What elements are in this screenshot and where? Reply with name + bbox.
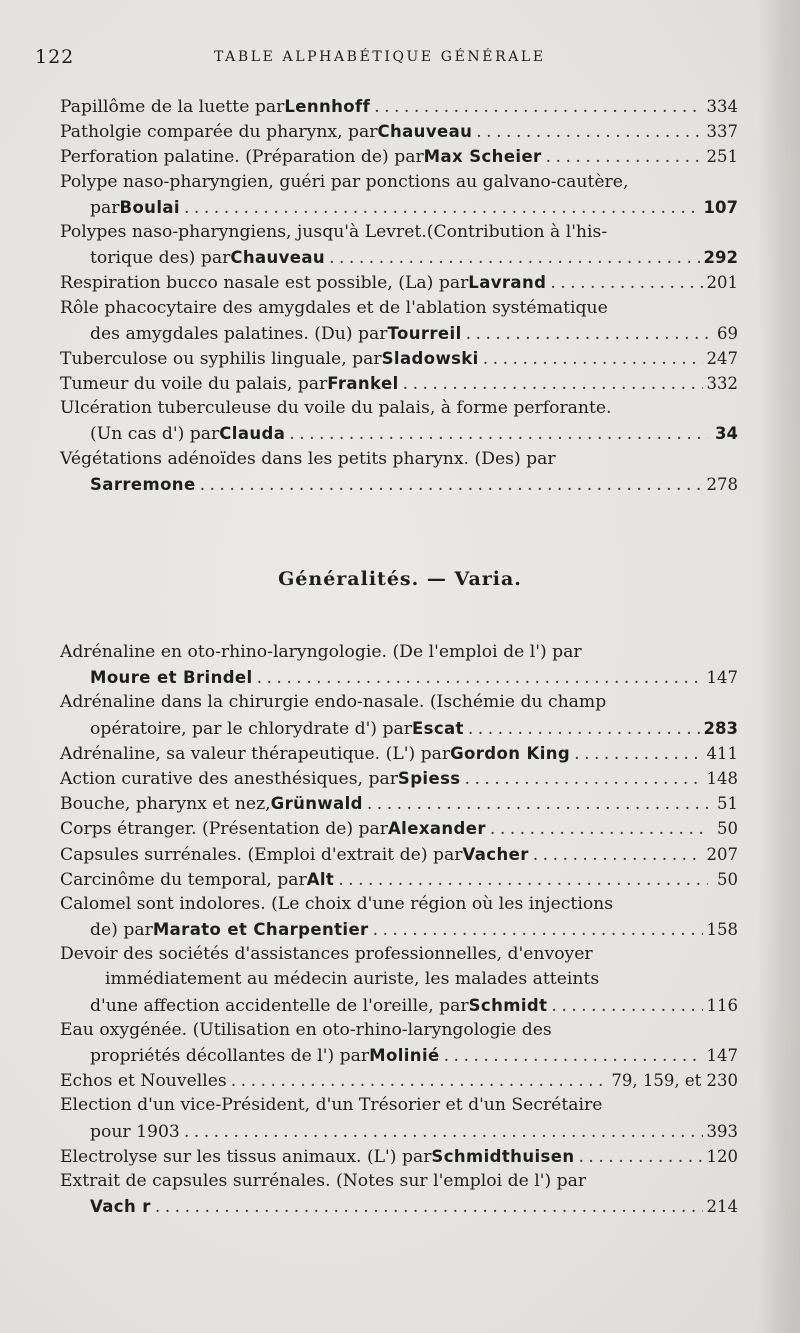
entry-title: par — [90, 197, 120, 218]
index-entry-line — [60, 816, 738, 841]
entry-author: Moure et Brindel — [90, 668, 253, 688]
entry-title: torique des) par — [90, 248, 231, 269]
entry-author: Schmidthuisen — [431, 1146, 575, 1166]
entry-title: Adrénaline en oto-rhino-laryngologie. (De l'emploi de l') par — [60, 642, 582, 662]
index-entry-line — [60, 640, 738, 665]
index-entry-line — [60, 245, 738, 270]
dot-leader — [579, 1145, 703, 1170]
entry-page-number: 332 — [706, 374, 738, 394]
index-entry-line — [60, 892, 738, 917]
dot-leader — [476, 120, 702, 145]
entry-page-number: 411 — [706, 743, 738, 763]
dot-leader — [373, 918, 703, 943]
entry-page-number: 51 — [717, 794, 738, 814]
entry-page-number: 69 — [717, 323, 738, 343]
entry-page-number: 393 — [706, 1121, 738, 1141]
entry-title: pour 1903 — [90, 1121, 180, 1142]
entry-page-number: 147 — [706, 1046, 738, 1065]
index-entry-line — [60, 346, 738, 371]
entry-title: Ulcération tuberculeuse du voile du palais, à forme perforante. — [60, 398, 612, 419]
index-entry-line — [60, 1169, 738, 1194]
entry-title: opératoire, par le chlorydrate d') par — [90, 718, 412, 739]
entry-page-number: 283 — [703, 718, 738, 738]
entry-page-number: 278 — [706, 474, 738, 494]
dot-leader — [257, 666, 703, 691]
dot-leader — [466, 322, 708, 347]
index-entry-line — [60, 993, 738, 1018]
index-entry-line — [60, 842, 738, 867]
dot-leader — [533, 843, 703, 868]
entry-title: Tuberculose ou syphilis linguale, par — [60, 348, 382, 369]
index-entry-line — [60, 665, 738, 690]
dot-leader — [155, 1195, 703, 1220]
entry-page-number: 147 — [706, 668, 738, 688]
index-entry-line — [60, 94, 738, 119]
entry-author: Frankel — [327, 374, 399, 394]
entry-title: Végétations adénoïdes dans les petits pharynx. (Des) par — [60, 448, 556, 469]
index-entry-line — [60, 791, 738, 816]
dot-leader — [200, 473, 703, 498]
entry-title: propriétés décollantes de l') par — [90, 1046, 370, 1066]
entry-author: Sarremone — [90, 474, 196, 494]
entry-title: Capsules surrénales. (Emploi d'extrait de) par — [60, 844, 463, 865]
dot-leader — [551, 994, 702, 1019]
entry-author: Max Scheier — [423, 147, 542, 167]
index-entry-line — [60, 144, 738, 169]
index-entry-line — [60, 1119, 738, 1144]
dot-leader — [490, 817, 708, 842]
index-entry-line — [60, 942, 738, 967]
entry-page-number: 50 — [717, 819, 738, 839]
entry-title: Polypes naso-pharyngiens, jusqu'à Levret.(Contribution à l'his- — [60, 221, 608, 242]
entry-author: Marato et Charpentier — [152, 920, 369, 940]
entry-author: Molinié — [369, 1046, 440, 1065]
dot-leader — [444, 1044, 703, 1069]
index-entry-line — [60, 195, 738, 220]
index-entry-line — [60, 1144, 738, 1169]
index-entry-line — [60, 917, 738, 942]
dot-leader — [465, 767, 703, 792]
dot-leader — [574, 742, 702, 767]
entry-author: Chauveau — [230, 248, 326, 268]
dot-leader — [546, 145, 703, 170]
entry-title: Bouche, pharynx et nez, — [60, 794, 271, 815]
index-entry-line — [60, 690, 738, 715]
index-block-general — [60, 640, 738, 1219]
index-entry-line — [60, 741, 738, 766]
index-entry-line — [60, 716, 738, 741]
index-entry-line — [60, 119, 738, 144]
entry-title: Adrénaline, sa valeur thérapeutique. (L') par — [60, 743, 451, 764]
dot-leader — [329, 246, 699, 271]
dot-leader — [184, 1120, 703, 1145]
dot-leader — [374, 95, 702, 120]
index-entry-line — [60, 1194, 738, 1219]
entry-page-number: 292 — [703, 248, 738, 268]
index-entry-line — [60, 421, 738, 446]
entry-page-number: 337 — [706, 122, 738, 142]
index-entry-line — [60, 766, 738, 791]
entry-author: Spiess — [397, 768, 461, 788]
binding-shadow — [758, 0, 800, 1333]
entry-page-number: 120 — [706, 1146, 738, 1166]
entry-author: Schmidt — [468, 995, 548, 1015]
index-block-specialties — [60, 94, 738, 497]
dot-leader — [231, 1069, 608, 1094]
index-entry-line — [60, 220, 738, 245]
entry-page-number: 79, 159, et 230 — [611, 1071, 738, 1091]
entry-author: Lavrand — [468, 273, 547, 293]
entry-title: immédiatement au médecin auriste, les malades atteints — [105, 969, 600, 990]
dot-leader — [184, 196, 700, 221]
dot-leader — [483, 347, 703, 372]
entry-page-number: 50 — [717, 869, 738, 889]
entry-author: Boulai — [119, 197, 180, 217]
index-entry-line — [60, 1068, 738, 1093]
index-entry-line — [60, 472, 738, 497]
entry-author: Gordon King — [450, 743, 571, 763]
dot-leader — [550, 271, 702, 296]
entry-author: Tourreil — [387, 323, 462, 343]
entry-page-number: 116 — [706, 995, 738, 1015]
entry-title: d'une affection accidentelle de l'oreille, par — [90, 995, 469, 1016]
entry-author: Sladowski — [381, 348, 479, 368]
entry-page-number: 207 — [706, 844, 738, 864]
dot-leader — [367, 792, 708, 817]
entry-title: Devoir des sociétés d'assistances professionnelles, d'envoyer — [60, 944, 593, 965]
entry-page-number: 214 — [706, 1197, 738, 1217]
entry-page-number: 158 — [706, 920, 738, 940]
entry-title: des amygdales palatines. (Du) par — [90, 323, 388, 344]
entry-author: Escat — [411, 718, 464, 738]
index-entry-line — [60, 270, 738, 295]
entry-title: Election d'un vice-Président, d'un Trésorier et d'un Secrétaire — [60, 1095, 603, 1116]
entry-page-number: 148 — [706, 768, 738, 788]
index-entry-line — [60, 371, 738, 396]
entry-title: Echos et Nouvelles — [60, 1071, 227, 1092]
entry-author: Grünwald — [270, 794, 363, 814]
section-heading: Généralités. — Varia. — [278, 568, 522, 590]
entry-title: Electrolyse sur les tissus animaux. (L') par — [60, 1146, 432, 1167]
entry-author: Alt — [306, 869, 335, 889]
index-entry-line — [60, 396, 738, 421]
entry-page-number: 251 — [706, 147, 738, 167]
page-number: 122 — [35, 46, 75, 68]
running-title: TABLE ALPHABÉTIQUE GÉNÉRALE — [214, 49, 546, 65]
entry-title: Respiration bucco nasale est possible, (La) par — [60, 273, 469, 294]
entry-title: Patholgie comparée du pharynx, par — [60, 122, 378, 143]
entry-page-number: 334 — [706, 97, 738, 116]
entry-page-number: 247 — [706, 348, 738, 368]
entry-title: Tumeur du voile du palais, par — [60, 374, 328, 395]
entry-author: Vach r — [90, 1197, 151, 1217]
entry-title: Carcinôme du temporal, par — [60, 869, 307, 890]
entry-title: de) par — [90, 920, 153, 941]
entry-title: Papillôme de la luette par — [60, 97, 285, 117]
entry-title: Rôle phacocytaire des amygdales et de l'ablation systématique — [60, 297, 608, 318]
index-entry-line — [60, 1043, 738, 1068]
index-entry-line — [60, 867, 738, 892]
entry-author: Lennhoff — [284, 97, 371, 116]
entry-page-number: 201 — [706, 273, 738, 293]
entry-title: Calomel sont indolores. (Le choix d'une région où les injections — [60, 893, 614, 914]
entry-author: Chauveau — [377, 122, 473, 142]
dot-leader — [468, 717, 700, 742]
index-entry-line — [60, 1018, 738, 1043]
entry-title: Corps étranger. (Présentation de) par — [60, 819, 389, 840]
entry-page-number: 107 — [703, 197, 738, 217]
dot-leader — [338, 868, 708, 893]
entry-title: Perforation palatine. (Préparation de) par — [60, 147, 424, 168]
index-entry-line — [60, 447, 738, 472]
index-entry-line — [60, 170, 738, 195]
dot-leader — [289, 422, 708, 447]
entry-title: Extrait de capsules surrénales. (Notes sur l'emploi de l') par — [60, 1170, 587, 1191]
dot-leader — [403, 372, 703, 397]
entry-author: Alexander — [388, 819, 486, 839]
entry-title: Eau oxygénée. (Utilisation en oto-rhino-laryngologie des — [60, 1019, 552, 1040]
index-entry-line — [60, 321, 738, 346]
entry-title: Action curative des anesthésiques, par — [60, 768, 398, 789]
entry-title: (Un cas d') par — [90, 424, 220, 445]
index-entry-line — [60, 1093, 738, 1118]
page-header — [0, 44, 800, 72]
index-entry-line — [60, 296, 738, 321]
index-entry-line — [60, 967, 738, 992]
entry-page-number: 34 — [715, 424, 738, 444]
entry-title: Adrénaline dans la chirurgie endo-nasale. (Ischémie du champ — [60, 692, 607, 713]
entry-author: Vacher — [462, 844, 529, 864]
entry-author: Clauda — [219, 424, 286, 444]
entry-title: Polype naso-pharyngien, guéri par ponctions au galvano-cautère, — [60, 171, 629, 192]
